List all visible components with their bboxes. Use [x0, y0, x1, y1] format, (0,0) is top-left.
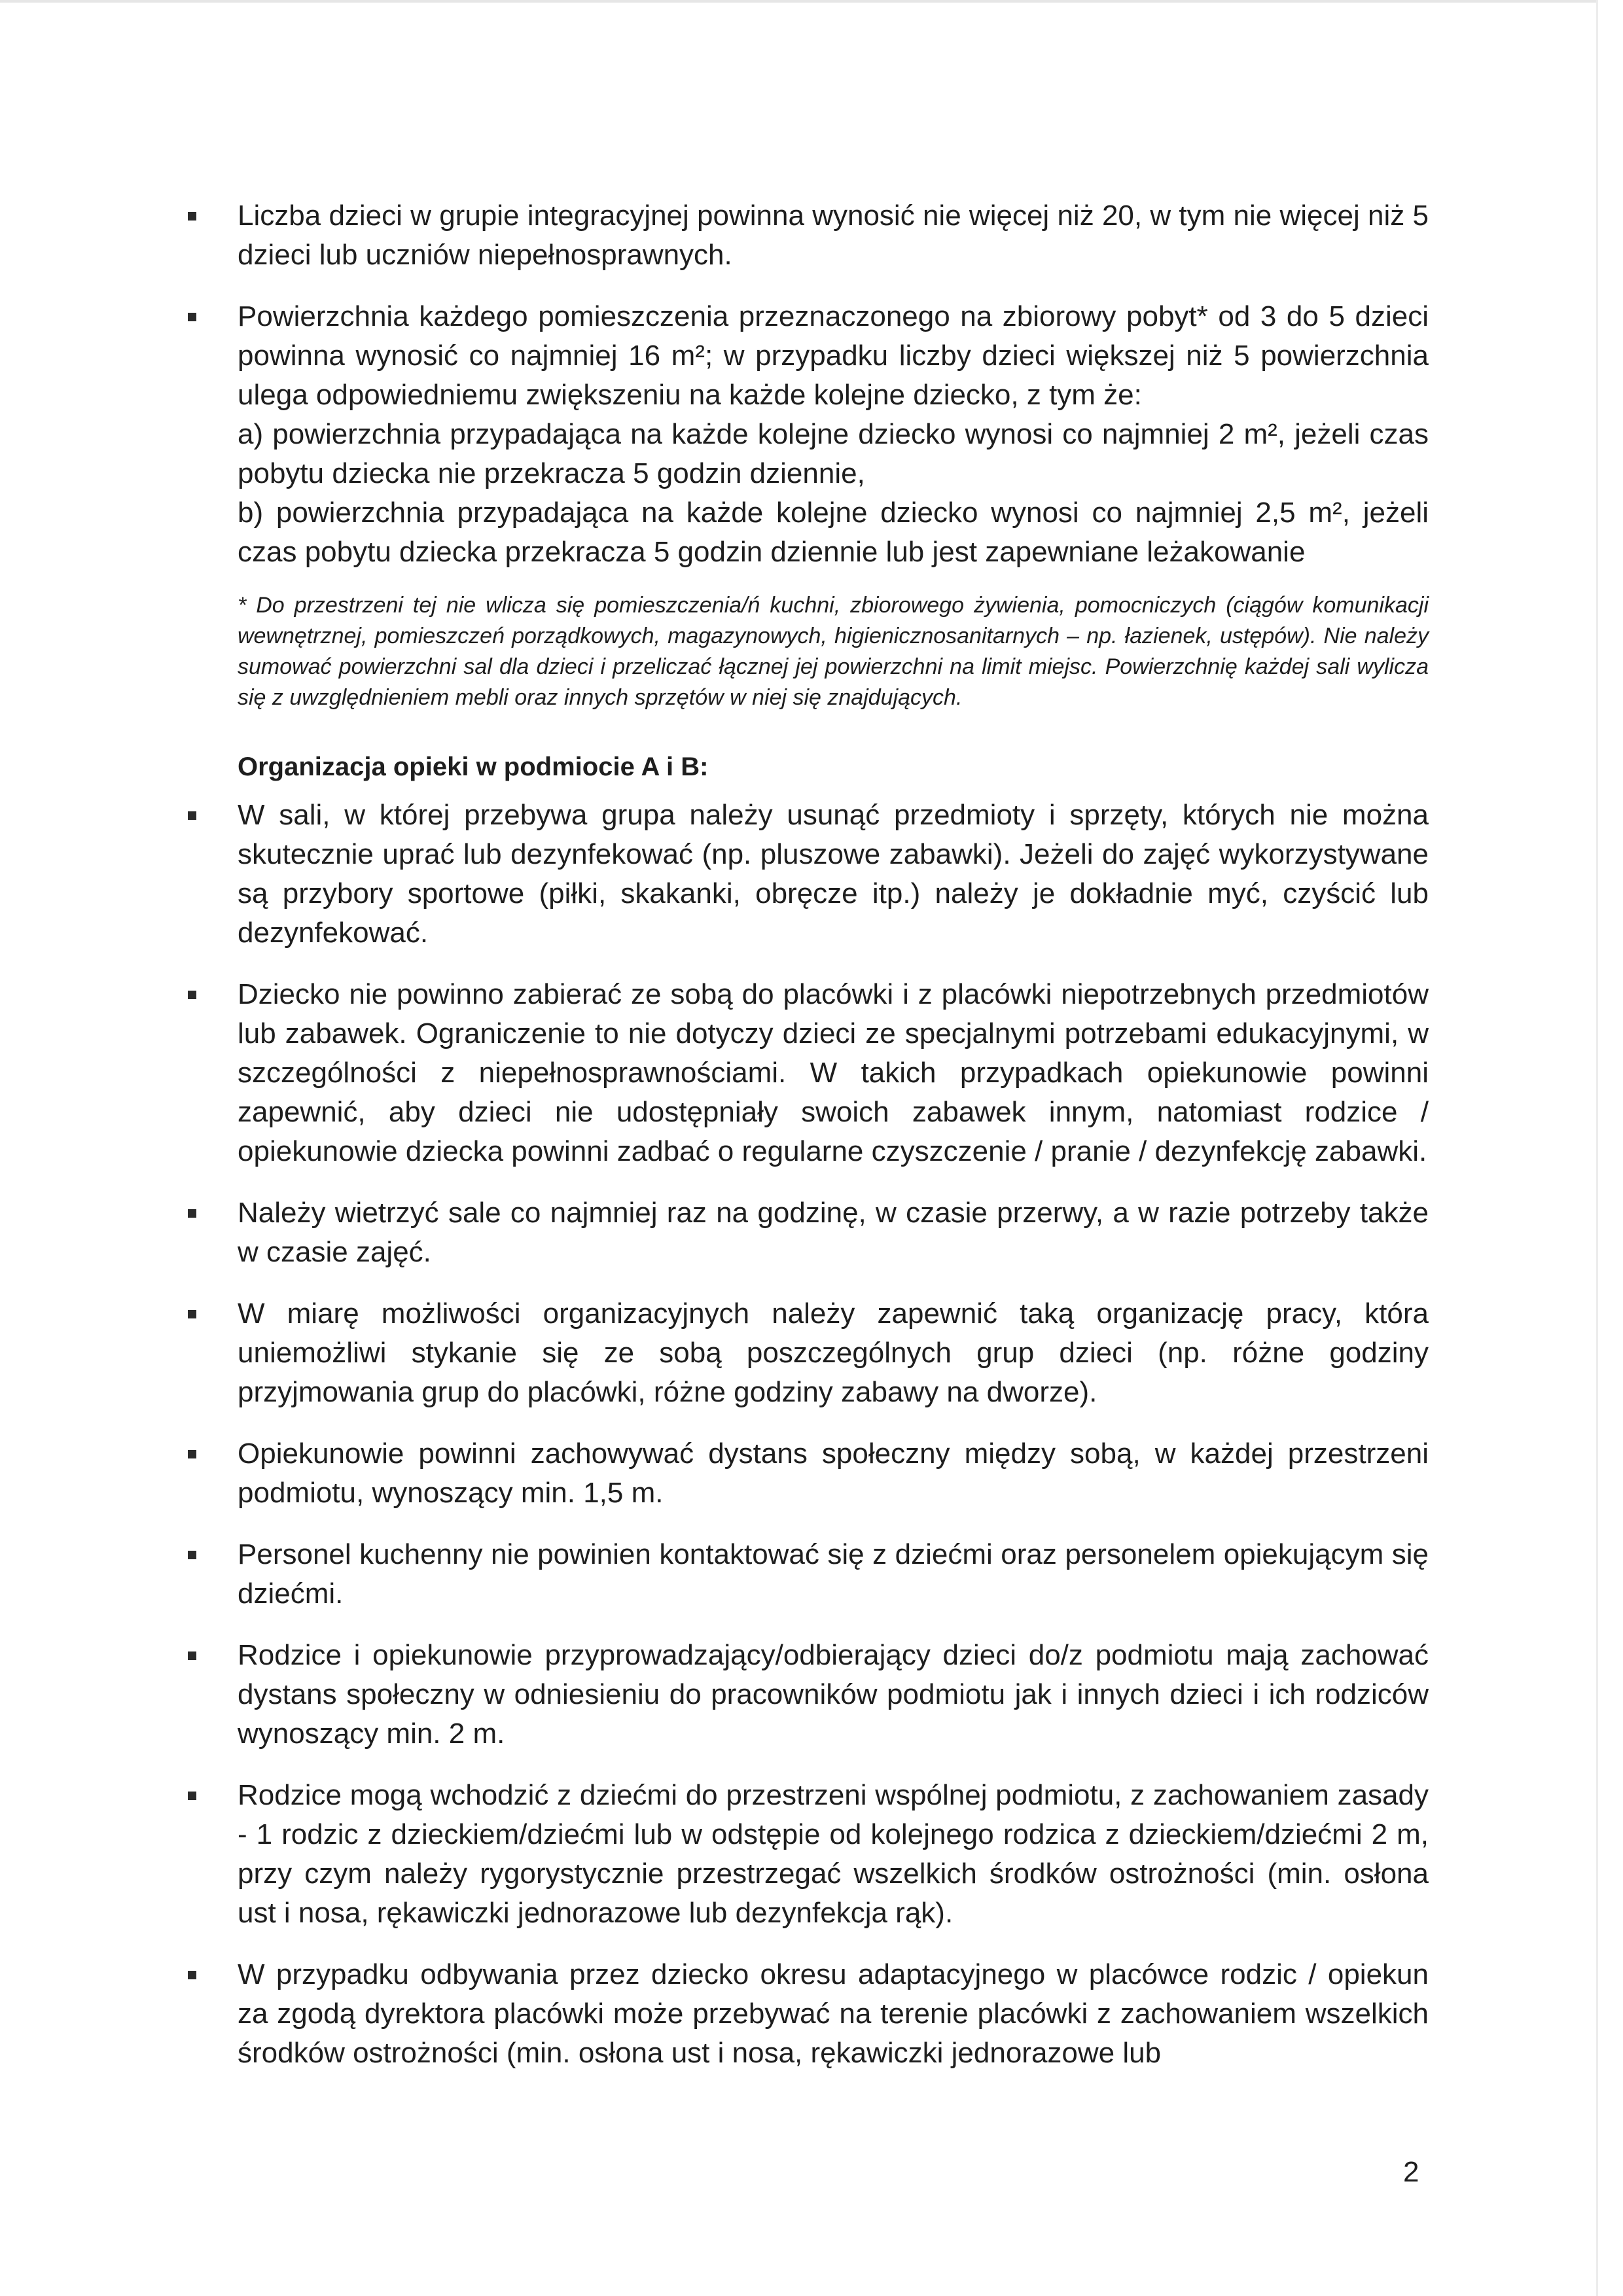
bullet-marker	[188, 1971, 196, 1979]
list-item	[185, 1294, 1429, 1412]
page-number: 2	[1403, 2156, 1419, 2188]
list-item	[185, 1193, 1429, 1272]
list-item	[185, 1776, 1429, 1933]
section-heading: Organizacja opieki w podmiocie A i B:	[238, 752, 709, 781]
item-text: Należy wietrzyć sale co najmniej raz na godzinę, w czasie przerwy, a w razie potrzeby także w czasie zajęć.	[238, 1197, 1429, 1268]
bullet-marker	[188, 1551, 196, 1559]
footnote: * Do przestrzeni tej nie wlicza się pomieszczenia/ń kuchni, zbiorowego żywienia, pomocniczych (ciągów komunikacji wewnętrznej, pomieszczeń porządkowych, magazynowych, higienicznosanitarnych – np. łazienek, ustępów). Nie należy sumować powierzchni sal dla dzieci i przeliczać łącznej jej powierzchni na limit miejsc. Powierzchnię każdej sali wylicza się z uwzględnieniem mebli oraz innych sprzętów w niej się znajdujących.	[238, 593, 1429, 710]
bullet-marker	[188, 1792, 196, 1800]
item-sub-b: b) powierzchnia przypadająca na każde kolejne dziecko wynosi co najmniej 2,5 m², jeżeli czas pobytu dziecka przekracza 5 godzin dziennie lub jest zapewniane leżakowanie	[238, 497, 1429, 568]
list-item	[185, 1955, 1429, 2073]
scan-edge-top	[0, 0, 1597, 3]
item-text: Liczba dzieci w grupie integracyjnej powinna wynosić nie więcej niż 20, w tym nie więcej niż 5 dzieci lub uczniów niepełnosprawnych.	[238, 200, 1429, 271]
item-text: Rodzice mogą wchodzić z dziećmi do przestrzeni wspólnej podmiotu, z zachowaniem zasady - 1 rodzic z dzieckiem/dziećmi lub w odstępie od kolejnego rodzica z dzieckiem/dziećmi 2 m, przy czym należy rygorystycznie przestrzegać wszelkich środków ostrożności (min. osłona ust i nosa, rękawiczki jednorazowe lub dezynfekcja rąk).	[238, 1779, 1429, 1929]
bullet-marker	[188, 1651, 196, 1660]
bullet-marker	[188, 1209, 196, 1218]
item-text: Rodzice i opiekunowie przyprowadzający/odbierający dzieci do/z podmiotu mają zachować dystans społeczny w odniesieniu do pracowników podmiotu jak i innych dzieci i ich rodziców wynoszący min. 2 m.	[238, 1639, 1429, 1750]
document-body	[185, 196, 1429, 2095]
item-text: W sali, w której przebywa grupa należy usunąć przedmioty i sprzęty, których nie można skutecznie uprać lub dezynfekować (np. pluszowe zabawki). Jeżeli do zajęć wykorzystywane są przybory sportowe (piłki, skakanki, obręcze itp.) należy je dokładnie myć, czyścić lub dezynfekować.	[238, 799, 1429, 949]
scan-edge-right	[1596, 0, 1598, 2296]
list-item	[185, 796, 1429, 953]
item-sub-a: a) powierzchnia przypadająca na każde kolejne dziecko wynosi co najmniej 2 m², jeżeli czas pobytu dziecka nie przekracza 5 godzin dziennie,	[238, 418, 1429, 489]
list-item	[185, 1434, 1429, 1513]
bullet-marker	[188, 811, 196, 820]
bullet-marker	[188, 1310, 196, 1318]
list-item	[185, 1535, 1429, 1614]
item-text: Dziecko nie powinno zabierać ze sobą do placówki i z placówki niepotrzebnych przedmiotów lub zabawek. Ograniczenie to nie dotyczy dzieci ze specjalnymi potrzebami edukacyjnymi, w szczególności z niepełnosprawnościami. W takich przypadkach opiekunowie powinni zapewnić, aby dzieci nie udostępniały swoich zabawek innym, natomiast rodzice / opiekunowie dziecka powinni zadbać o regularne czyszczenie / pranie / dezynfekcję zabawki.	[238, 978, 1429, 1167]
item-text: W miarę możliwości organizacyjnych należy zapewnić taką organizację pracy, która uniemożliwi stykanie się ze sobą poszczególnych grup dzieci (np. różne godziny przyjmowania grup do placówki, różne godziny zabawy na dworze).	[238, 1298, 1429, 1408]
item-text: W przypadku odbywania przez dziecko okresu adaptacyjnego w placówce rodzic / opiekun za zgodą dyrektora placówki może przebywać na terenie placówki z zachowaniem wszelkich środków ostrożności (min. osłona ust i nosa, rękawiczki jednorazowe lub	[238, 1958, 1429, 2069]
list-item-group-size	[185, 196, 1429, 275]
list-item	[185, 1636, 1429, 1754]
bullet-marker	[188, 313, 196, 321]
list-item	[185, 975, 1429, 1171]
bullet-marker	[188, 1450, 196, 1458]
bullet-marker	[188, 212, 196, 221]
item-text: Opiekunowie powinni zachowywać dystans społeczny między sobą, w każdej przestrzeni podmiotu, wynoszący min. 1,5 m.	[238, 1438, 1429, 1509]
list-item-room-area	[185, 297, 1429, 572]
item-text: Personel kuchenny nie powinien kontaktować się z dziećmi oraz personelem opiekującym się dziećmi.	[238, 1538, 1429, 1610]
item-text: Powierzchnia każdego pomieszczenia przeznaczonego na zbiorowy pobyt* od 3 do 5 dzieci powinna wynosić co najmniej 16 m²; w przypadku liczby dzieci większej niż 5 powierzchnia ulega odpowiedniemu zwiększeniu na każde kolejne dziecko, z tym że:	[238, 300, 1429, 411]
bullet-marker	[188, 991, 196, 999]
